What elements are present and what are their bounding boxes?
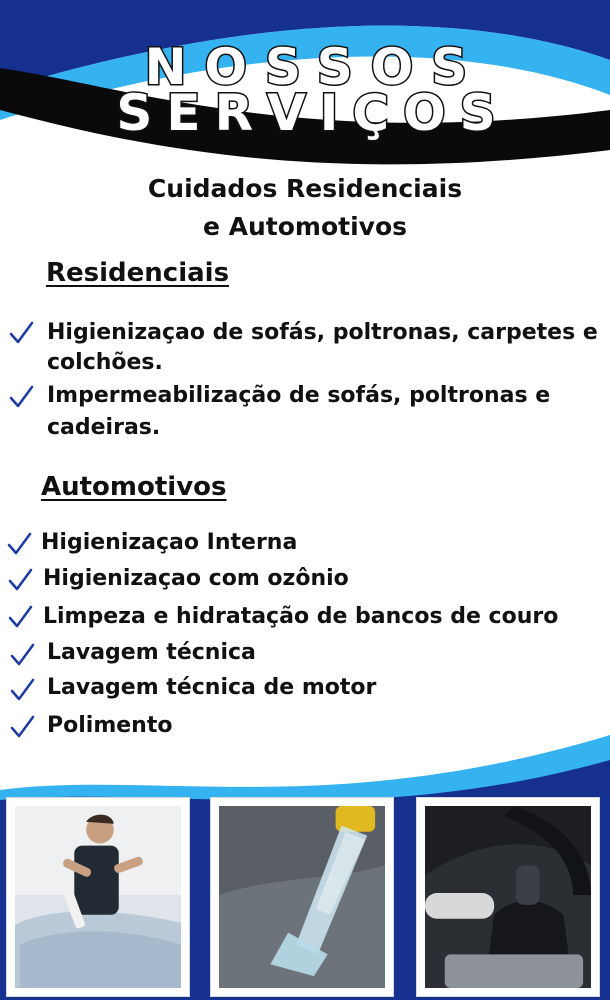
extractor-nozzle-image <box>219 806 385 988</box>
sofa-cleaning-image <box>15 806 181 988</box>
automotivo-item-3: Limpeza e hidratação de bancos de couro <box>43 604 559 629</box>
checkmark-icon <box>6 531 32 557</box>
checkmark-icon <box>8 320 34 346</box>
residencial-item-1-line-2: colchões. <box>47 350 163 375</box>
photo-strip <box>0 795 610 1000</box>
section-heading-residenciais: Residenciais <box>46 258 230 288</box>
automotivo-item-5: Lavagem técnica de motor <box>47 675 377 700</box>
car-gear-shift-image <box>425 806 591 988</box>
title-line-2: SERVIÇOS <box>116 84 510 142</box>
car-gear-shift-photo <box>416 797 600 997</box>
sofa-cleaning-photo <box>6 797 190 997</box>
subtitle-line-2: e Automotivos <box>202 212 408 241</box>
automotivo-item-4: Lavagem técnica <box>47 640 256 665</box>
title-line-1: NOSSOS <box>144 38 486 96</box>
checkmark-icon <box>9 642 35 668</box>
residencial-item-2-line-2: cadeiras. <box>47 415 161 440</box>
checkmark-icon <box>7 604 33 630</box>
extractor-nozzle-photo <box>210 797 394 997</box>
automotivo-item-2: Higienizaçao com ozônio <box>43 566 349 591</box>
checkmark-icon <box>7 567 33 593</box>
checkmark-icon <box>9 677 35 703</box>
automotivo-item-1: Higienizaçao Interna <box>41 530 298 555</box>
residencial-item-1-line-1: Higienizaçao de sofás, poltronas, carpetes e <box>47 320 598 345</box>
checkmark-icon <box>9 714 35 740</box>
section-heading-automotivos: Automotivos <box>41 472 227 502</box>
subtitle-line-1: Cuidados Residenciais <box>147 174 463 203</box>
residencial-item-2-line-1: Impermeabilização de sofás, poltronas e <box>47 383 551 408</box>
checkmark-icon <box>8 384 34 410</box>
automotivo-item-6: Polimento <box>47 713 173 738</box>
